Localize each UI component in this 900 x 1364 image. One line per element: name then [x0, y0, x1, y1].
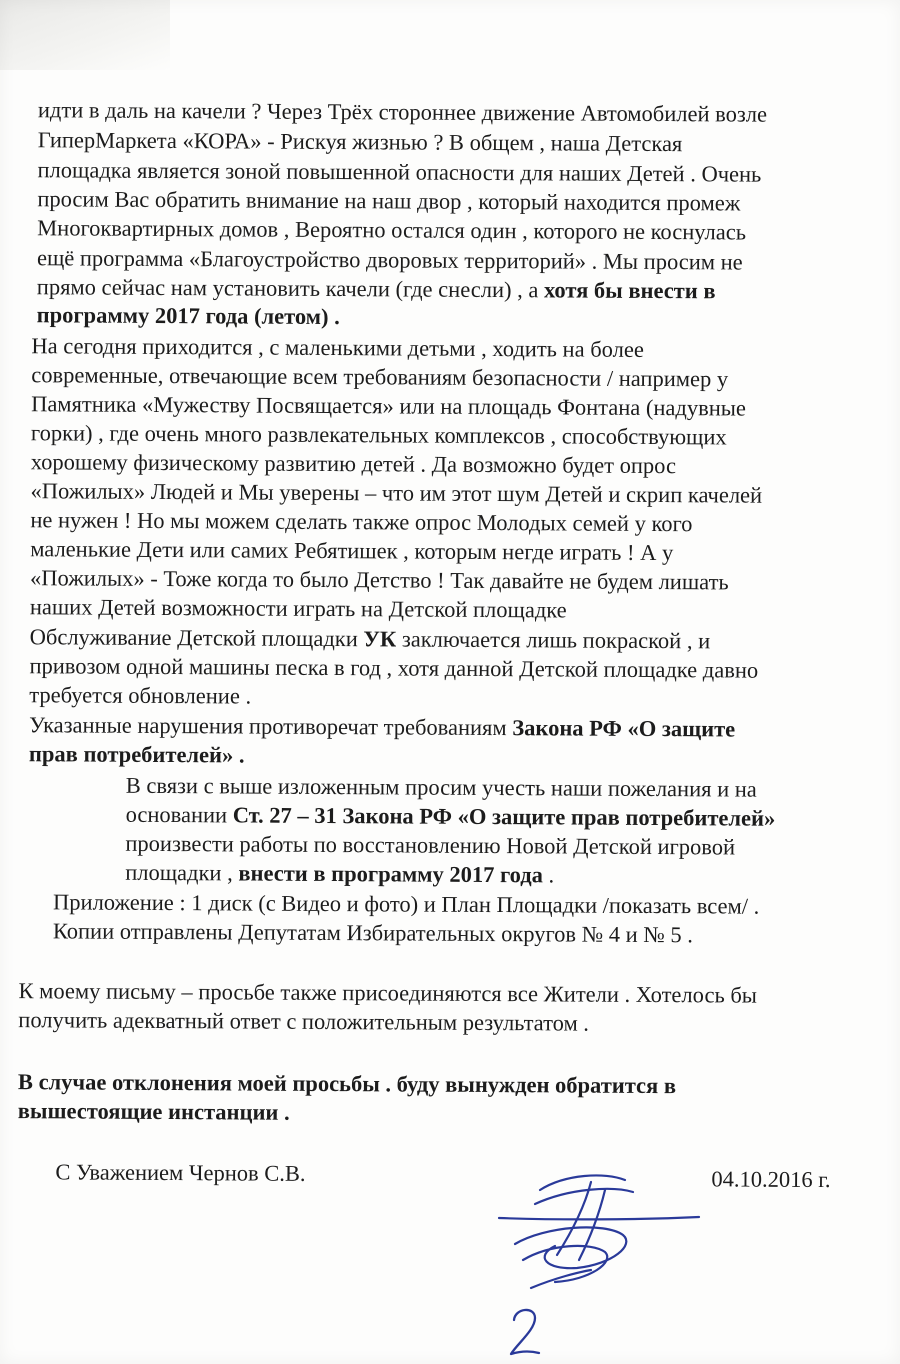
text-line: требуется обновление .: [29, 682, 252, 709]
text-line: [126, 801, 776, 833]
text-span: Обслуживание Детской площадки: [29, 624, 364, 652]
regards-line: С Уважением Чернов С.В.: [55, 1159, 306, 1186]
text-line: В связи с выше изложенным просим учесть наши пожелания и на: [125, 772, 757, 802]
emphasis-text: УК: [363, 626, 397, 652]
text-line: получить адекватный ответ с положительным результатом .: [18, 1007, 590, 1036]
text-line: [29, 711, 735, 743]
text-line: [29, 740, 245, 769]
page-number-handwritten: [505, 1300, 545, 1360]
emphasis-text: Ст. 27 – 31 Закона РФ «О защите прав потребителей»: [232, 802, 776, 831]
text-line: не нужен ! Но мы можем сделать также опрос Молодых семей у кого: [30, 507, 693, 537]
text-line: Памятника «Мужеству Посвящается» или на площадь Фонтана (надувные: [31, 391, 747, 421]
text-line: произвести работы по восстановлению Новой Детской игровой: [125, 830, 736, 860]
page-fold-shadow: [0, 0, 170, 70]
text-line: [125, 859, 554, 890]
text-line: К моему письму – просьбе также присоединяются все Жители . Хотелось бы: [18, 978, 758, 1008]
text-line: [37, 301, 340, 331]
letter-body: [0, 96, 900, 1193]
text-line: «Пожилых» Людей и Мы уверены – что им этот шум Детей и скрип качелей: [30, 478, 763, 508]
text-line: горки) , где очень много развлекательных комплексов , способствующих: [30, 420, 727, 450]
text-line: «Пожилых» - Тоже когда то было Детство ! Так давайте не будем лишать: [29, 565, 729, 595]
text-line: На сегодня приходится , с маленькими детьми , ходить на более: [31, 333, 644, 362]
text-line: современные, отвечающие всем требованиям безопасности / например у: [31, 362, 729, 392]
text-span: площадки ,: [125, 859, 239, 886]
emphasis-text: программу 2017 года (летом) .: [36, 302, 340, 330]
warning-line: [18, 1068, 676, 1100]
text-line: идти в даль на качели ? Через Трёх стороннее движение Автомобилей возле: [37, 97, 768, 127]
text-line: маленькие Дети или самих Ребятишек , которым негде играть ! А у: [30, 536, 674, 566]
text-line: [30, 623, 711, 655]
text-span: .: [542, 862, 555, 888]
attachment-line: Приложение : 1 диск (с Видео и фото) и План Площадки /показать всем/ .: [53, 889, 760, 919]
warning-line: [18, 1097, 290, 1127]
emphasis-text: В случае отклонения моей просьбы . буду вынужден обратится в: [17, 1069, 677, 1099]
text-line: просим Вас обратить внимание на наш двор , который находится промеж: [37, 186, 741, 216]
emphasis-text: хотя бы внести в: [543, 277, 716, 304]
text-line: ГиперМаркета «КОРА» - Рискуя жизнью ? В общем , наша Детская: [37, 127, 683, 157]
emphasis-text: прав потребителей» .: [28, 741, 245, 768]
text-line: ещё программа «Благоустройство дворовых территорий» . Мы просим не: [36, 245, 743, 275]
emphasis-text: Закона РФ «О защите: [512, 715, 736, 742]
text-line: наших Детей возможности играть на Детской площадке: [29, 594, 567, 623]
text-span: прямо сейчас нам установить качели (где снесли) , а: [36, 274, 545, 303]
date-line: 04.10.2016 г.: [711, 1166, 831, 1193]
text-span: заключается лишь покраской , и: [396, 626, 711, 654]
text-span: Указанные нарушения противоречат требованиям: [29, 712, 513, 741]
text-line: хорошему физическому развитию детей . Да возможно будет опрос: [30, 449, 677, 479]
text-span: основании: [125, 801, 233, 828]
text-line: Многоквартирных домов , Вероятно остался один , которого не коснулась: [37, 215, 747, 245]
emphasis-text: вышестоящие инстанции .: [17, 1098, 290, 1125]
text-line: [37, 273, 716, 305]
emphasis-text: внести в программу 2017 года: [238, 860, 544, 888]
text-line: площадка является зоной повышенной опасности для наших Детей . Очень: [37, 157, 762, 187]
handwritten-signature: [495, 1160, 715, 1300]
copies-line: Копии отправлены Депутатам Избирательных округов № 4 и № 5 .: [52, 918, 694, 948]
text-line: привозом одной машины песка в год , хотя данной Детской площадке давно: [29, 653, 759, 683]
